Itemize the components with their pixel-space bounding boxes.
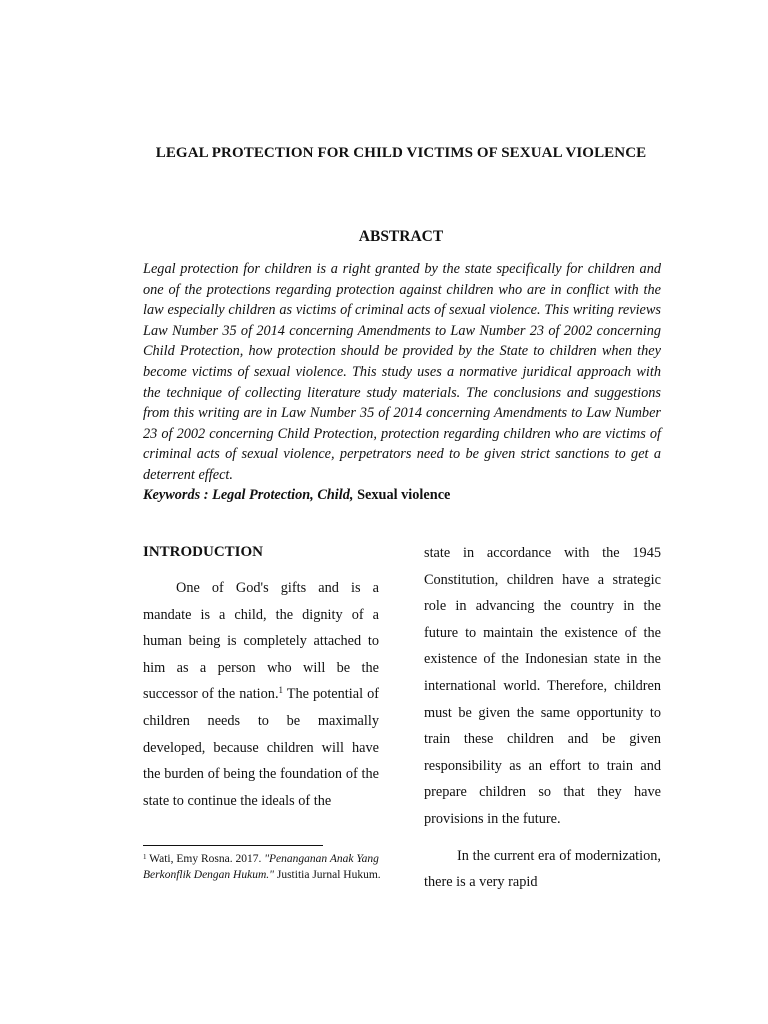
footnote-author-year: Wati, Emy Rosna. 2017. <box>146 853 265 865</box>
footnote <box>143 851 383 883</box>
intro-text-part-2: The potential of children needs to be maximally developed, because children will have the burden of being the foundation of the state to continue the ideals of the <box>143 686 379 809</box>
intro-text-part-1: One of God's gifts and is a mandate is a child, the dignity of a human being is completely attached to him as a person who will be the successor of the nation. <box>143 580 379 703</box>
keyword-sexual-violence: Sexual violence <box>357 487 451 503</box>
left-column <box>143 541 379 814</box>
keywords-line <box>143 485 661 506</box>
footnote-reference: 1 <box>278 685 284 696</box>
intro-paragraph-1 <box>143 575 379 814</box>
footnote-title: "Penanganan Anak Yang Berkonflik Dengan Hukum." <box>143 853 379 881</box>
right-paragraph-1: state in accordance with the 1945 Constitution, children have a strategic role in advancing the country in the future to maintain the existence of the existence of the Indonesian state in the international world. Therefore, children must be given the same opportunity to train these children and be given responsibility as an effort to train and prepare children so that they have provisions in the future. <box>424 545 661 827</box>
abstract-heading: ABSTRACT <box>358 228 444 245</box>
footnote-number: 1 <box>143 853 147 861</box>
footnote-divider <box>143 845 323 846</box>
footnote-journal: Justitia Jurnal Hukum. <box>273 869 381 881</box>
abstract-text: Legal protection for children is a right granted by the state specifically for children and one of the protections regarding protection against children who are in conflict with the law especially children as victims of criminal acts of sexual violence. This writing reviews Law Number 35 of 2014 concerning Amendments to Law Number 23 of 2002 concerning Child Protection, how protection should be provided by the State to children when they become victims of sexual violence. This study uses a normative juridical approach with the technique of collecting literature study materials. The conclusions and suggestions from this writing are in Law Number 35 of 2014 concerning Amendments to Law Number 23 of 2002 concerning Child Protection, protection regarding children who are victims of criminal acts of sexual violence, perpetrators need to be given strict sanctions to get a deterrent effect. <box>143 261 661 483</box>
paper-title: LEGAL PROTECTION FOR CHILD VICTIMS OF SEXUAL VIOLENCE <box>155 145 647 161</box>
right-paragraph-2: In the current era of modernization, there is a very rapid <box>424 847 661 891</box>
right-column <box>424 540 661 896</box>
keywords-label: Keywords : Legal Protection, Child, <box>143 487 354 503</box>
introduction-heading: INTRODUCTION <box>143 544 264 560</box>
